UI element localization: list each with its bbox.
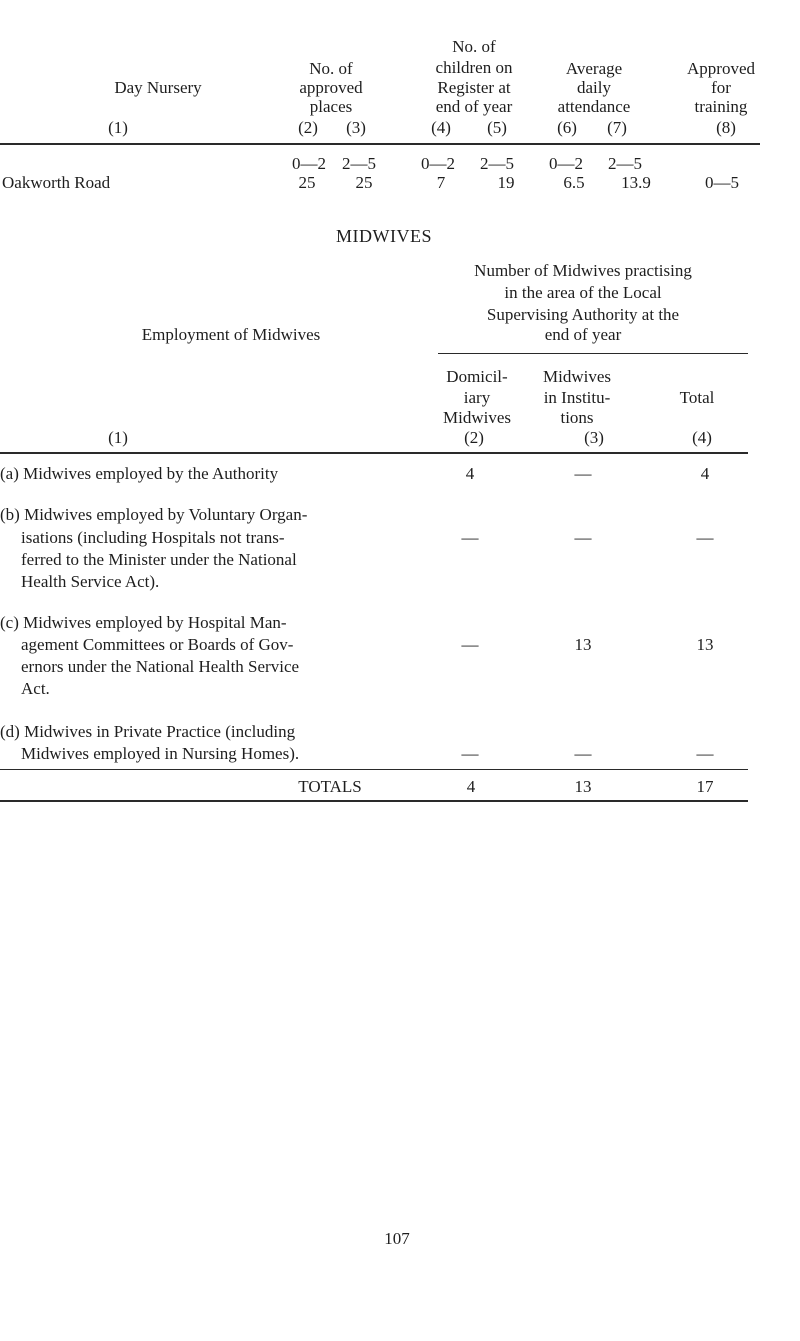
header-attendance-line1: Average — [565, 59, 623, 78]
row-c-line1: (c) Midwives employed by Hospital Man- — [0, 613, 287, 632]
header-children-line3: Register at — [437, 78, 511, 97]
header-attendance-line3: attendance — [557, 97, 631, 116]
row-a-total: 4 — [700, 464, 710, 483]
header-places-line3: places — [309, 97, 353, 116]
section-title: MIDWIVES — [336, 226, 432, 246]
group-header-line4: end of year — [544, 325, 622, 344]
header-children-line4: end of year — [435, 97, 513, 116]
age-range-4: 2—5 — [480, 154, 514, 173]
row-c-institutions: 13 — [574, 635, 592, 654]
row-c-line4: Act. — [21, 679, 50, 698]
row-c-line3: ernors under the National Health Service — [21, 657, 300, 676]
mw-col-num-4: (4) — [692, 428, 712, 447]
row-d-line1: (d) Midwives in Private Practice (including — [0, 722, 296, 741]
row-b-line4: Health Service Act). — [21, 572, 160, 591]
group-header-line1: Number of Midwives practising — [474, 261, 692, 280]
header-training-line1: Approved — [687, 59, 755, 78]
row-d-institutions: — — [574, 744, 592, 763]
row-d-total: — — [696, 744, 714, 763]
employment-header: Employment of Midwives — [141, 325, 321, 344]
mw-col-num-3: (3) — [584, 428, 604, 447]
nursery-cell-8: 0—5 — [705, 173, 739, 192]
row-c-domiciliary: — — [461, 635, 479, 654]
row-b-institutions: — — [574, 528, 592, 547]
nursery-cell-2: 25 — [298, 173, 316, 192]
row-b-line2: isations (including Hospitals not trans- — [21, 528, 285, 547]
header-places-line2: approved — [299, 78, 363, 97]
row-a-institutions: — — [574, 464, 592, 483]
nursery-cell-4: 7 — [436, 173, 446, 192]
mw-col-num-2: (2) — [464, 428, 484, 447]
row-d-line2: Midwives employed in Nursing Homes). — [21, 744, 300, 763]
totals-top-rule — [0, 769, 748, 770]
row-a-line1: (a) Midwives employed by the Authority — [0, 464, 279, 483]
nursery-header-rule — [0, 143, 760, 145]
col-num-4: (4) — [431, 118, 451, 137]
header-children-line2: children on — [435, 58, 513, 77]
age-range-2: 2—5 — [342, 154, 376, 173]
row-b-line3: ferred to the Minister under the National — [21, 550, 297, 569]
header-places-line1: No. of — [309, 59, 353, 78]
row-b-domiciliary: — — [461, 528, 479, 547]
header-attendance-line2: daily — [577, 78, 611, 97]
age-range-3: 0—2 — [421, 154, 455, 173]
col-num-8: (8) — [716, 118, 736, 137]
institutions-line3: tions — [560, 408, 594, 427]
header-children-line1: No. of — [452, 37, 496, 56]
nursery-cell-3: 25 — [355, 173, 373, 192]
col-num-2: (2) — [298, 118, 318, 137]
totals-total: 17 — [696, 777, 714, 796]
mw-col-num-1: (1) — [108, 428, 128, 447]
header-training-line3: training — [694, 97, 748, 116]
row-c-total: 13 — [696, 635, 714, 654]
col-num-7: (7) — [607, 118, 627, 137]
age-range-6: 2—5 — [608, 154, 642, 173]
totals-label: TOTALS — [298, 777, 362, 796]
age-range-5: 0—2 — [549, 154, 583, 173]
domiciliary-line3: Midwives — [443, 408, 511, 427]
header-day-nursery: Day Nursery — [114, 78, 202, 97]
col-num-1: (1) — [108, 118, 128, 137]
group-header-rule — [438, 353, 748, 354]
row-b-line1: (b) Midwives employed by Voluntary Organ- — [0, 505, 308, 524]
age-range-1: 0—2 — [292, 154, 326, 173]
nursery-cell-6: 6.5 — [563, 173, 585, 192]
nursery-row-name: Oakworth Road — [2, 173, 111, 192]
header-training-line2: for — [711, 78, 731, 97]
row-b-total: — — [696, 528, 714, 547]
domiciliary-line2: iary — [463, 388, 491, 407]
group-header-line2: in the area of the Local — [504, 283, 662, 302]
midwives-header-rule — [0, 452, 748, 454]
group-header-line3: Supervising Authority at the — [486, 305, 680, 324]
institutions-line2: in Institu- — [543, 388, 611, 407]
page-number: 107 — [384, 1229, 410, 1248]
totals-institutions: 13 — [574, 777, 592, 796]
col-num-5: (5) — [487, 118, 507, 137]
col-num-3: (3) — [346, 118, 366, 137]
institutions-line1: Midwives — [543, 367, 611, 386]
totals-bottom-rule — [0, 800, 748, 802]
nursery-cell-7: 13.9 — [621, 173, 651, 192]
total-header: Total — [679, 388, 715, 407]
totals-domiciliary: 4 — [466, 777, 476, 796]
row-c-line2: agement Committees or Boards of Gov- — [21, 635, 294, 654]
row-d-domiciliary: — — [461, 744, 479, 763]
col-num-6: (6) — [557, 118, 577, 137]
nursery-cell-5: 19 — [497, 173, 515, 192]
domiciliary-line1: Domicil- — [446, 367, 508, 386]
row-a-domiciliary: 4 — [465, 464, 475, 483]
